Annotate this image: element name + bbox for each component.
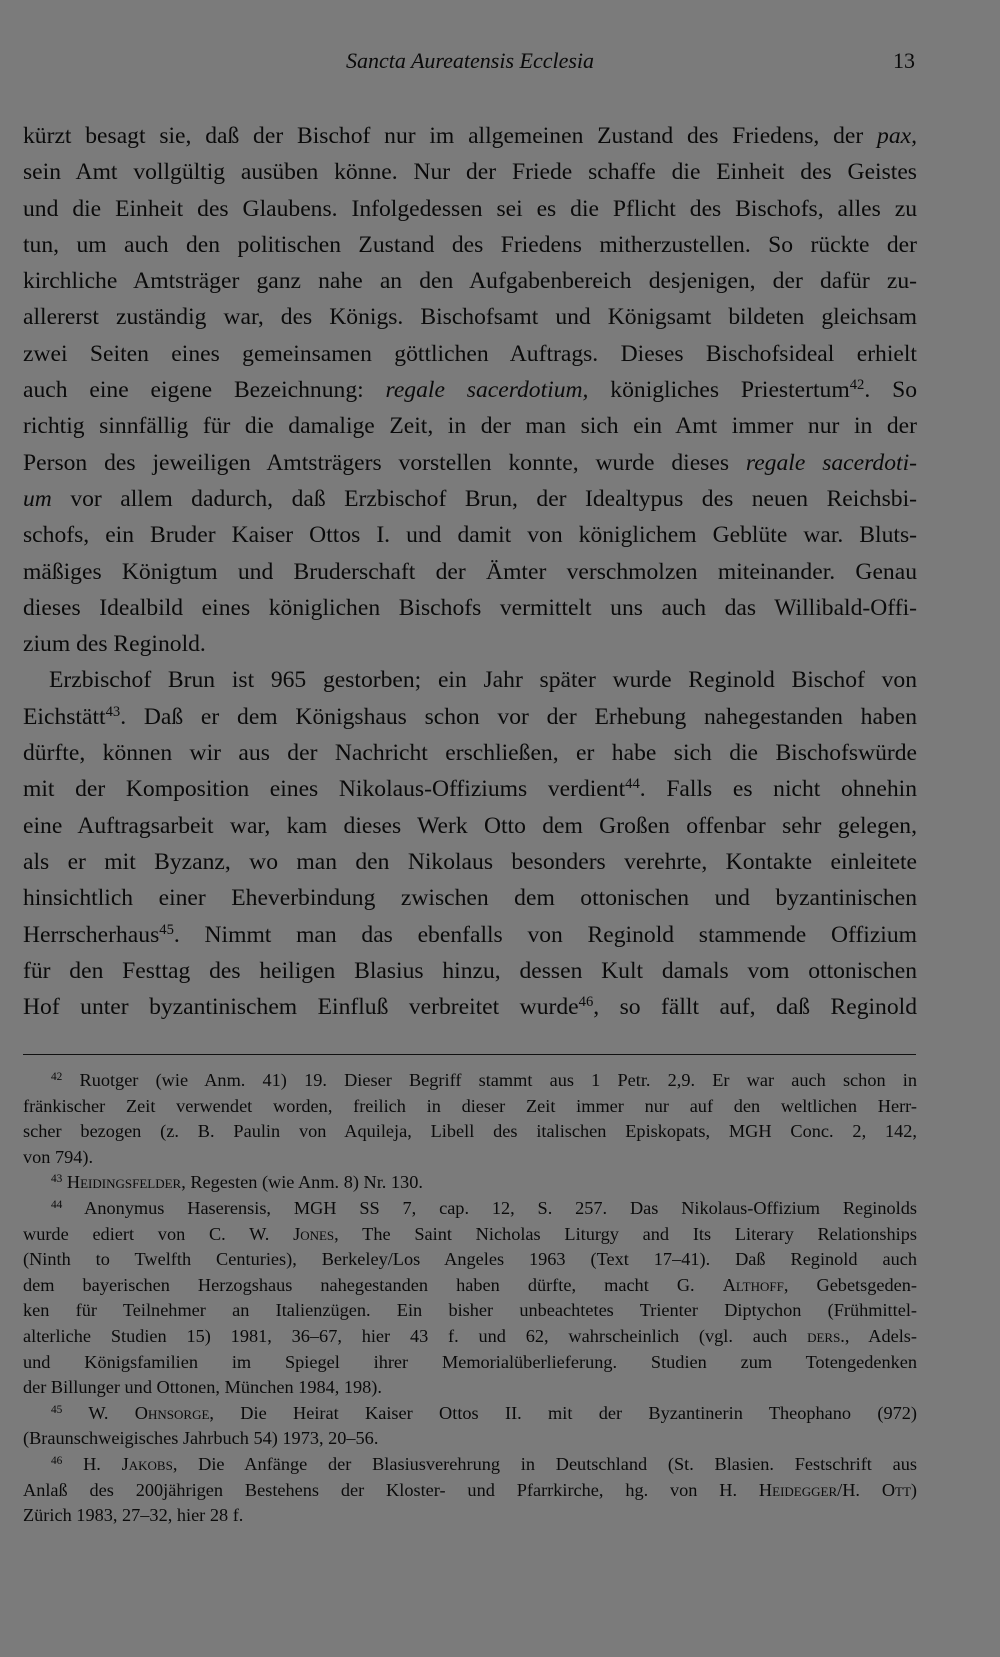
text-run: (Ninth to Twelfth Centuries), Berkeley/Los Angeles 1963 (Text 17–41). Daß Reginold auch [23,1249,917,1270]
footnote-line [23,1119,917,1145]
body-line [23,227,917,263]
footnote-marker: 45 [51,1403,63,1416]
body-line [23,771,917,807]
text-run: , The Saint Nicholas Liturgy and Its Literary Relationships [334,1223,918,1244]
text-run: W. [62,1402,135,1423]
text-run: richtig sinnfällig für die damalige Zeit, in der man sich ein Amt immer nur in der [23,413,917,440]
footnote-marker: 45 [159,921,174,938]
footnote-line [23,1273,917,1299]
text-run: eine Auftragsarbeit war, kam dieses Werk Otto dem Großen offenbar sehr gelegen, [23,812,917,839]
body-line [23,844,917,880]
footnote-line [23,1298,917,1324]
body-line [23,626,917,662]
body-line [23,372,917,408]
body-line [23,554,917,590]
page-number: 13 [893,48,915,73]
text-run: mit der Komposition eines Nikolaus-Offiziums verdient [23,776,626,803]
text-run: und die Einheit des Glaubens. Infolgedessen sei es die Pflicht des Bischofs, alles zu [23,195,917,222]
footnote-line [23,1478,917,1504]
text-run: , Die Heirat Kaiser Ottos II. mit der Byzantinerin Theophano (972) [209,1402,917,1423]
text-run: Anonymus Haserensis, MGH SS 7, cap. 12, S. 257. Das Nikolaus-Offizium Reginolds [62,1197,917,1218]
footnote-marker: 43 [105,703,121,720]
text-run: mäßiges Königtum und Bruderschaft der Ämter verschmolzen miteinander. Genau [23,558,917,585]
footnote-divider [23,1054,916,1055]
text-run: . Daß er dem Königshaus schon vor der Erhebung nahegestanden haben [120,703,917,730]
author-name: Heidegger [758,1479,838,1500]
author-name: ders. [807,1325,845,1346]
running-header-title: Sancta Aureatensis Ecclesia [345,48,595,73]
footnote-line [23,1222,917,1248]
text-run: alterliche Studien 15) 1981, 36–67, hier 43 f. und 62, wahrscheinlich (vgl. auch [23,1325,808,1346]
italic-text: pax, [877,123,917,149]
footnote-marker: 46 [578,994,594,1011]
text-run: schofs, ein Bruder Kaiser Ottos I. und damit von königlichem Geblüte war. Bluts- [23,522,917,549]
text-run: Zürich 1983, 27–32, hier 28 f. [23,1505,244,1526]
footnotes [23,1068,917,1529]
author-name: Heidingsfelder [66,1172,182,1193]
text-run: Erzbischof Brun ist 965 gestorben; ein Jahr später wurde Reginold Bischof von [49,667,917,694]
body-line [23,263,917,299]
text-run: ) [910,1479,918,1500]
text-run: (Braunschweigisches Jahrbuch 54) 1973, 20–56. [23,1428,379,1449]
author-name: Ohnsorge [134,1402,210,1423]
footnote-marker: 44 [625,776,640,793]
text-run: der Billunger und Ottonen, München 1984, 198). [23,1377,382,1398]
body-line [23,699,917,735]
text-run: allererst zuständig war, des Königs. Bischofsamt und Königsamt bildeten gleichsam [23,304,917,331]
footnote-line [23,1170,917,1196]
footnote-marker: 42 [51,1070,63,1083]
footnote-line [23,1324,917,1350]
body-line [23,880,917,916]
author-name: Althoff [722,1274,784,1295]
footnote-line [23,1401,917,1427]
footnote-line [23,1247,917,1273]
footnote-marker: 46 [51,1454,63,1467]
footnote-line [23,1375,917,1401]
text-run: Ruotger (wie Anm. 41) 19. Dieser Begriff stammt aus 1 Petr. 2,9. Er war auch schon in [62,1070,917,1090]
text-run: tun, um auch den politischen Zustand des Friedens mitherzustellen. So rückte der [23,231,917,258]
text-run: königliches Priestertum [588,377,850,404]
italic-text: um [23,485,52,512]
text-run: für den Festtag des heiligen Blasius hinzu, dessen Kult damals vom ottonischen [23,957,917,984]
footnote-line [23,1452,917,1478]
text-run: , Gebetsgeden- [783,1274,917,1295]
text-run: hinsichtlich einer Eheverbindung zwischen dem ottonischen und byzantinischen [23,885,917,912]
body-line [23,118,917,154]
text-run: zium des Reginold. [23,631,206,658]
footnote-line [23,1068,917,1094]
body-line [23,154,917,190]
text-run: , so fällt auf, daß Reginold [593,994,917,1021]
text-run: kirchliche Amtsträger ganz nahe an den Aufgabenbereich desjenigen, der dafür zu- [23,268,917,295]
text-run: fränkischer Zeit verwendet worden, freilich in dieser Zeit immer nur auf den weltlichen Herr- [23,1095,917,1116]
italic-text: regale sacerdoti- [745,449,917,476]
text-run: , Adels- [844,1325,918,1346]
text-run: wurde ediert von C. W. [23,1223,294,1244]
body-line [23,481,917,517]
footnote-marker: 43 [51,1173,63,1186]
text-run: von 794). [23,1146,94,1167]
text-run: , Regesten (wie Anm. 8) Nr. 130. [181,1172,423,1193]
text-run: dieses Idealbild eines königlichen Bischofs vermittelt uns auch das Willibald-Offi- [23,594,917,621]
body-line [23,445,917,481]
text-run: . Falls es nicht ohnehin [639,776,917,803]
text-run: und Königsfamilien im Spiegel ihrer Memorialüberlieferung. Studien zum Totengedenken [23,1351,917,1372]
body-line [23,808,917,844]
text-run: dem bayerischen Herzogshaus nahegestanden haben dürfte, macht G. [23,1274,723,1295]
footnote-line [23,1503,917,1529]
body-text [23,118,917,1025]
text-run: . Nimmt man das ebenfalls von Reginold stammende Offizium [173,921,917,948]
text-run: /H. [837,1479,882,1500]
footnote-line [23,1196,917,1222]
text-run: ken für Teilnehmer an Italienzügen. Ein bisher unbeachtetes Trienter Diptychon (Frühmittel- [23,1300,917,1321]
text-run: Anlaß des 200jährigen Bestehens der Kloster- und Pfarrkirche, hg. von H. [23,1479,759,1500]
body-line [23,917,917,953]
body-line [23,662,917,698]
footnote-line [23,1426,917,1452]
text-run: Herrscherhaus [23,921,160,948]
author-name: Ott [881,1479,911,1500]
text-run: H. [62,1453,122,1474]
author-name: Jakobs [121,1453,173,1474]
footnote-line [23,1145,917,1171]
text-run: zwei Seiten eines gemeinsamen göttlichen Auftrags. Dieses Bischofsideal erhielt [23,340,917,367]
body-line [23,191,917,227]
footnote-marker: 44 [51,1198,63,1211]
text-run: Person des jeweiligen Amtsträgers vorstellen konnte, wurde dieses [23,449,746,476]
text-run: . So [864,377,918,404]
body-line [23,989,917,1025]
body-line [23,408,917,444]
text-run: kürzt besagt sie, daß der Bischof nur im allgemeinen Zustand des Friedens, der [23,123,878,149]
text-run: Eichstätt [23,703,106,730]
footnote-marker: 42 [849,377,865,394]
text-run: auch eine eigene Bezeichnung: [23,377,386,404]
text-run: Hof unter byzantinischem Einfluß verbreitet wurde [23,994,579,1021]
body-line [23,735,917,771]
body-line [23,953,917,989]
body-line [23,517,917,553]
text-run: scher bezogen (z. B. Paulin von Aquileja, Libell des italischen Episkopats, MGH Conc. 2, 142, [23,1121,917,1142]
italic-text: regale sacerdotium, [385,377,589,404]
text-run: , Die Anfänge der Blasiusverehrung in Deutschland (St. Blasien. Festschrift aus [172,1453,918,1474]
body-line [23,590,917,626]
text-run: dürfte, können wir aus der Nachricht erschließen, er habe sich die Bischofswürde [23,740,917,767]
author-name: Jones [293,1223,335,1244]
footnote-line [23,1350,917,1376]
body-line [23,336,917,372]
body-line [23,299,917,335]
footnote-line [23,1094,917,1120]
text-run: sein Amt vollgültig ausüben könne. Nur der Friede schaffe die Einheit des Geistes [23,159,917,186]
text-run: vor allem dadurch, daß Erzbischof Brun, der Idealtypus des neuen Reichsbi- [51,485,917,512]
text-run: als er mit Byzanz, wo man den Nikolaus besonders verehrte, Kontakte einleitete [23,848,917,875]
